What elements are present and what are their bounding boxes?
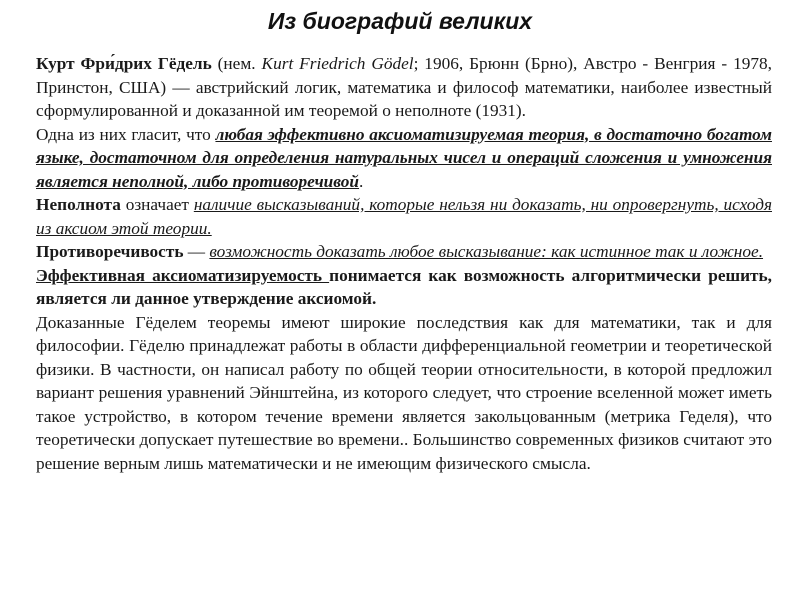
german-name: Kurt Friedrich Gödel xyxy=(261,54,414,73)
inconsistency-mid: — xyxy=(183,242,210,261)
theorem-end: . xyxy=(359,171,364,191)
theorem-intro: Одна из них гласит, что xyxy=(36,124,216,144)
incompleteness-definition: наличие высказываний, которые нельзя ни доказать, ни опровергнуть, исходя из аксиом этой теории. xyxy=(36,195,772,238)
paragraph-theorem xyxy=(36,123,772,194)
page-title: Из биографий великих xyxy=(267,8,533,34)
paragraph-axiomatizability xyxy=(36,264,772,311)
paragraph-intro xyxy=(36,52,772,123)
inconsistency-definition: возможность доказать любое высказывание: как истинное так и ложное. xyxy=(209,242,764,261)
intro-text-1: (нем. xyxy=(211,54,262,73)
intro-text-2: ; 1906, Брюнн (Брно), Австро - Венгрия - 1978, Принстон, США) — австрийский логик, математика и философ математики, наиболее известный сформулированной и доказанной им теоремой о неполноте (1931). xyxy=(36,54,772,120)
goedel-name: Курт Фри́дрих Гёдель xyxy=(36,54,212,73)
paragraph-inconsistency xyxy=(36,240,772,264)
axiomatizability-definition: понимается как возможность алгоритмически решить, является ли данное утверждение аксиомой. xyxy=(36,265,772,308)
inconsistency-term: Противоречивость xyxy=(36,242,184,261)
theorem-statement: любая эффективно аксиоматизируемая теория, в достаточно богатом языке, достаточном для определения натуральных чисел и операций сложения и умножения является неполной, либо противоречивой xyxy=(36,124,772,191)
paragraph-legacy: Доказанные Гёделем теоремы имеют широкие последствия как для математики, так и для философии. Гёделю принадлежат работы в области дифференциальной геометрии и теоретической физики. В частности, он написал работу по общей теории относительности, в которой предложил вариант решения уравнений Эйнштейна, из которого следует, что строение вселенной может иметь такое устройство, в котором течение времени является закольцованным (метрика Геделя), что теоретически допускает путешествие во времени.. Большинство современных физиков считают это решение верным лишь математически и не имеющим физического смысла. xyxy=(36,312,772,473)
incompleteness-mid: означает xyxy=(120,195,194,214)
incompleteness-term: Неполнота xyxy=(36,195,121,214)
paragraph-incompleteness xyxy=(36,193,772,240)
axiomatizability-term: Эффективная аксиоматизируемость xyxy=(36,265,330,285)
biography-text xyxy=(36,52,772,475)
